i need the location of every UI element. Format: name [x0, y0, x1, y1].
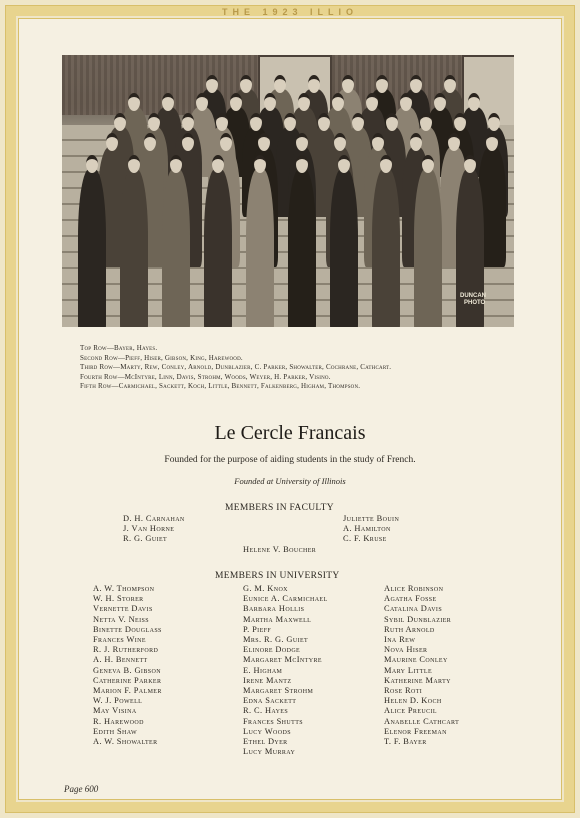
university-member: Alice Preucil [384, 706, 437, 716]
faculty-member: J. Van Horne [123, 524, 175, 534]
university-member: Martha Maxwell [243, 614, 312, 624]
photo-person-head [410, 75, 422, 93]
faculty-left-column [123, 514, 185, 545]
photo-person-head [332, 93, 344, 111]
photo-person-head [422, 155, 434, 173]
university-member: Katherine Marty [384, 675, 451, 685]
club-title: Le Cercle Francais [214, 422, 366, 444]
university-member: Mary Little [384, 665, 433, 675]
faculty-heading: MEMBERS IN FACULTY [225, 503, 334, 513]
club-purpose: Founded for the purpose of aiding students in the study of French. [164, 455, 416, 465]
university-member: E. Higham [243, 665, 283, 675]
photo-stamp-line: DUNCAN [460, 293, 486, 299]
photo-person-head [230, 93, 242, 111]
photo-person-head [444, 75, 456, 93]
university-member: Geneva B. Gibson [93, 665, 161, 675]
faculty-right-column [343, 514, 399, 545]
university-member: Binette Douglass [93, 624, 162, 634]
photo-person-head [86, 155, 98, 173]
photo-person-head [296, 133, 308, 151]
photo-person-head [352, 113, 364, 131]
photo-person-head [420, 113, 432, 131]
university-member: Ina Rew [384, 635, 416, 645]
photo-person-head [258, 133, 270, 151]
faculty-member: Helene V. Boucher [243, 545, 317, 554]
university-member: May Visina [93, 706, 137, 716]
university-member: W. H. Storer [93, 594, 144, 604]
university-column-2 [243, 584, 328, 757]
university-column-1 [93, 584, 162, 747]
photo-person [246, 169, 274, 327]
photo-person-head [148, 113, 160, 131]
university-member: T. F. Bayer [384, 737, 427, 747]
photo-person-head [372, 133, 384, 151]
photo-person-head [128, 93, 140, 111]
photo-person-head [400, 93, 412, 111]
university-member: Maurine Conley [384, 655, 448, 665]
photo-person-head [182, 113, 194, 131]
photo-person-head [216, 113, 228, 131]
photo-person [288, 169, 316, 327]
university-member: Helen D. Koch [384, 696, 442, 706]
faculty-member: D. H. Carnahan [123, 514, 185, 523]
university-member: Vernette Davis [93, 604, 153, 614]
caption-row: Fourth Row—McIntyre, Linn, Davis, Strohm, Woods, Weyer, H. Parker, Visino. [80, 372, 331, 381]
faculty-member: C. F. Kruse [343, 534, 387, 544]
university-member: Ruth Arnold [384, 624, 435, 634]
university-member: Marion F. Palmer [93, 686, 162, 696]
university-member: Alice Robinson [384, 584, 444, 593]
photo-person-head [250, 113, 262, 131]
photo-person-head [376, 75, 388, 93]
university-member: W. J. Powell [93, 696, 143, 706]
faculty-member: R. G. Guiet [123, 534, 168, 544]
caption-row: Top Row—Bayer, Hayes. [80, 344, 158, 352]
photo-stamp-line: PHOTO [464, 300, 486, 306]
photo-person-head [284, 113, 296, 131]
photo-person-head [240, 75, 252, 93]
photo-stamp [460, 293, 486, 307]
photo-person-head [468, 93, 480, 111]
caption-row: Third Row—Marty, Rew, Conley, Arnold, Dunblazier, C. Parker, Showalter, Cochrane, Cathcart. [80, 363, 392, 372]
university-member: A. W. Thompson [93, 584, 155, 593]
university-member: Mrs. R. G. Guiet [243, 635, 309, 645]
caption-row: Second Row—Pieff, Hiser, Gibson, King, Harewood. [80, 353, 243, 362]
photo-person-head [342, 75, 354, 93]
university-member: Frances Shutts [243, 716, 304, 726]
photo-person-head [334, 133, 346, 151]
photo-person-head [366, 93, 378, 111]
university-member: Irene Mantz [243, 675, 292, 685]
university-member: Agatha Fosse [384, 594, 437, 604]
university-column-3 [384, 584, 459, 747]
university-member: Sybil Dunblazier [384, 614, 452, 624]
university-member: Nova Hiser [384, 645, 428, 655]
group-photo [62, 55, 514, 327]
page-number: Page 600 [64, 784, 99, 794]
university-member: Catherine Parker [93, 675, 162, 685]
university-member: A. H. Bennett [93, 655, 148, 665]
photo-person-head [338, 155, 350, 173]
photo-person [204, 169, 232, 327]
photo-person-head [488, 113, 500, 131]
photo-person-head [318, 113, 330, 131]
university-member: Margaret McIntyre [243, 655, 322, 665]
photo-person-head [448, 133, 460, 151]
university-member: A. W. Showalter [93, 737, 158, 747]
university-member: Lucy Murray [243, 747, 296, 757]
photo-person-head [296, 155, 308, 173]
university-member: Lucy Woods [243, 726, 291, 736]
university-member: P. Pieff [243, 624, 272, 634]
photo-person-head [434, 93, 446, 111]
university-member: R. J. Rutherford [93, 645, 159, 655]
photo-person [372, 169, 400, 327]
photo-person-head [486, 133, 498, 151]
university-member: Barbara Hollis [243, 604, 305, 614]
university-member: R. C. Hayes [243, 706, 289, 716]
photo-person-head [298, 93, 310, 111]
photo-person-head [182, 133, 194, 151]
photo-person-head [170, 155, 182, 173]
photo-person-head [212, 155, 224, 173]
photo-person-head [106, 133, 118, 151]
photo-person-head [206, 75, 218, 93]
photo-person [414, 169, 442, 327]
photo-person-head [114, 113, 126, 131]
university-member: Elinore Dodge [243, 645, 301, 655]
photo-person [162, 169, 190, 327]
university-member: Ethel Dyer [243, 737, 288, 747]
photo-person-head [162, 93, 174, 111]
photo-person-head [274, 75, 286, 93]
page-header: THE 1923 ILLIO [221, 7, 359, 17]
caption-row: Fifth Row—Carmichael, Sackett, Koch, Little, Bennett, Falkenberg, Higham, Thompson. [80, 382, 361, 391]
university-member: Margaret Strohm [243, 686, 314, 696]
university-member: G. M. Knox [243, 584, 288, 593]
photo-person-head [128, 155, 140, 173]
photo-person-head [254, 155, 266, 173]
photo-person-head [196, 93, 208, 111]
university-member: Edna Sackett [243, 696, 297, 706]
photo-person-head [386, 113, 398, 131]
founded-note: Founded at University of Illinois [234, 476, 346, 486]
photo-person-head [308, 75, 320, 93]
university-member: Netta V. Neiss [93, 614, 149, 624]
university-member: Edith Shaw [93, 726, 138, 736]
photo-person [78, 169, 106, 327]
photo-person-head [410, 133, 422, 151]
university-member: Rose Roti [384, 686, 423, 696]
photo-person-head [454, 113, 466, 131]
photo-person-head [144, 133, 156, 151]
university-member: Eunice A. Carmichael [243, 594, 328, 604]
university-member: R. Harewood [93, 716, 144, 726]
photo-person-head [464, 155, 476, 173]
university-member: Frances Wine [93, 635, 146, 645]
university-member: Anabelle Cathcart [384, 716, 460, 726]
university-member: Elenor Freeman [384, 726, 447, 736]
photo-person [120, 169, 148, 327]
university-member: Catalina Davis [384, 604, 443, 614]
faculty-member: A. Hamilton [343, 524, 391, 534]
photo-person-head [264, 93, 276, 111]
photo-person-head [220, 133, 232, 151]
photo-person-head [380, 155, 392, 173]
photo-caption [80, 344, 520, 392]
faculty-member: Juliette Bouin [343, 514, 400, 523]
photo-person [330, 169, 358, 327]
university-heading: MEMBERS IN UNIVERSITY [215, 571, 340, 581]
